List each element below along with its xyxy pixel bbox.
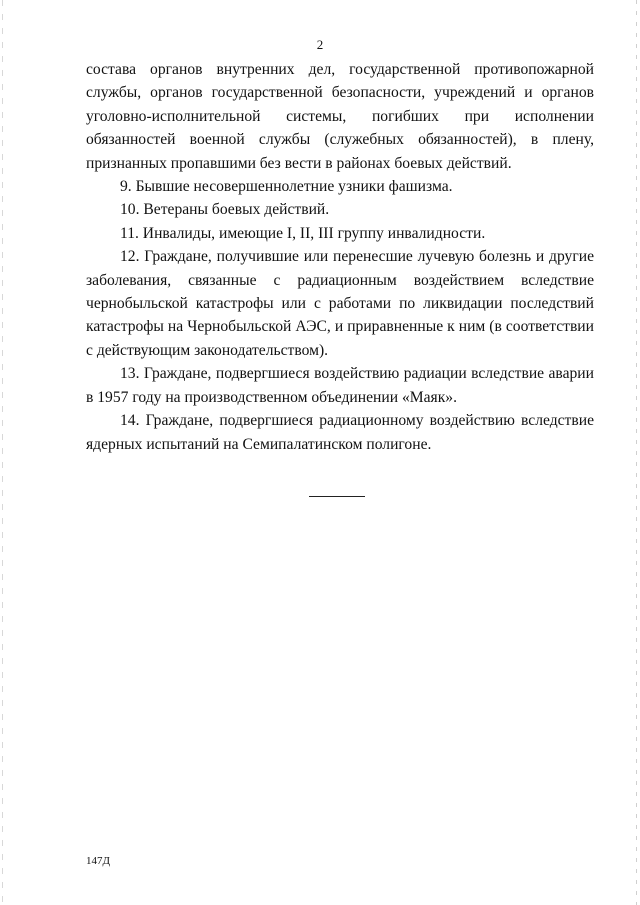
paragraph-item-13: 13. Граждане, подвергшиеся воздействию радиации вследствие аварии в 1957 году на производственном объединении «Маяк».: [86, 365, 594, 406]
page-number: 2: [316, 37, 324, 52]
paragraph-item-10: 10. Ветераны боевых действий.: [120, 201, 330, 219]
paragraph-item-9: 9. Бывшие несовершеннолетние узники фашизма.: [120, 178, 453, 196]
footer-document-code: 147Д: [86, 855, 111, 867]
paragraph-item-11: 11. Инвалиды, имеющие I, II, III группу инвалидности.: [120, 224, 486, 242]
end-of-document-rule: [309, 496, 365, 497]
paragraph-continuation: состава органов внутренних дел, государственной противопожарной службы, органов государственной безопасности, учреждений и органов уголовно-исполнительной системы, погибших при исполнении обязанностей военной службы (служебных обязанностей), в плену, признанных пропавшими без вести в районах боевых действий.: [86, 61, 594, 172]
paragraph-item-14: 14. Граждане, подвергшиеся радиационному воздействию вследствие ядерных испытаний на Семипалатинском полигоне.: [86, 412, 594, 453]
document-body: [86, 58, 594, 456]
scan-edge-right: [636, 0, 637, 905]
paragraph-item-12: 12. Граждане, получившие или перенесшие лучевую болезнь и другие заболевания, связанные с радиационным воздействием вследствие чернобыльской катастрофы или с работами по ликвидации последствий катастрофы на Чернобыльской АЭС, и приравненные к ним (в соответствии с действующим законодательством).: [86, 248, 594, 359]
scan-edge-left: [2, 0, 3, 905]
